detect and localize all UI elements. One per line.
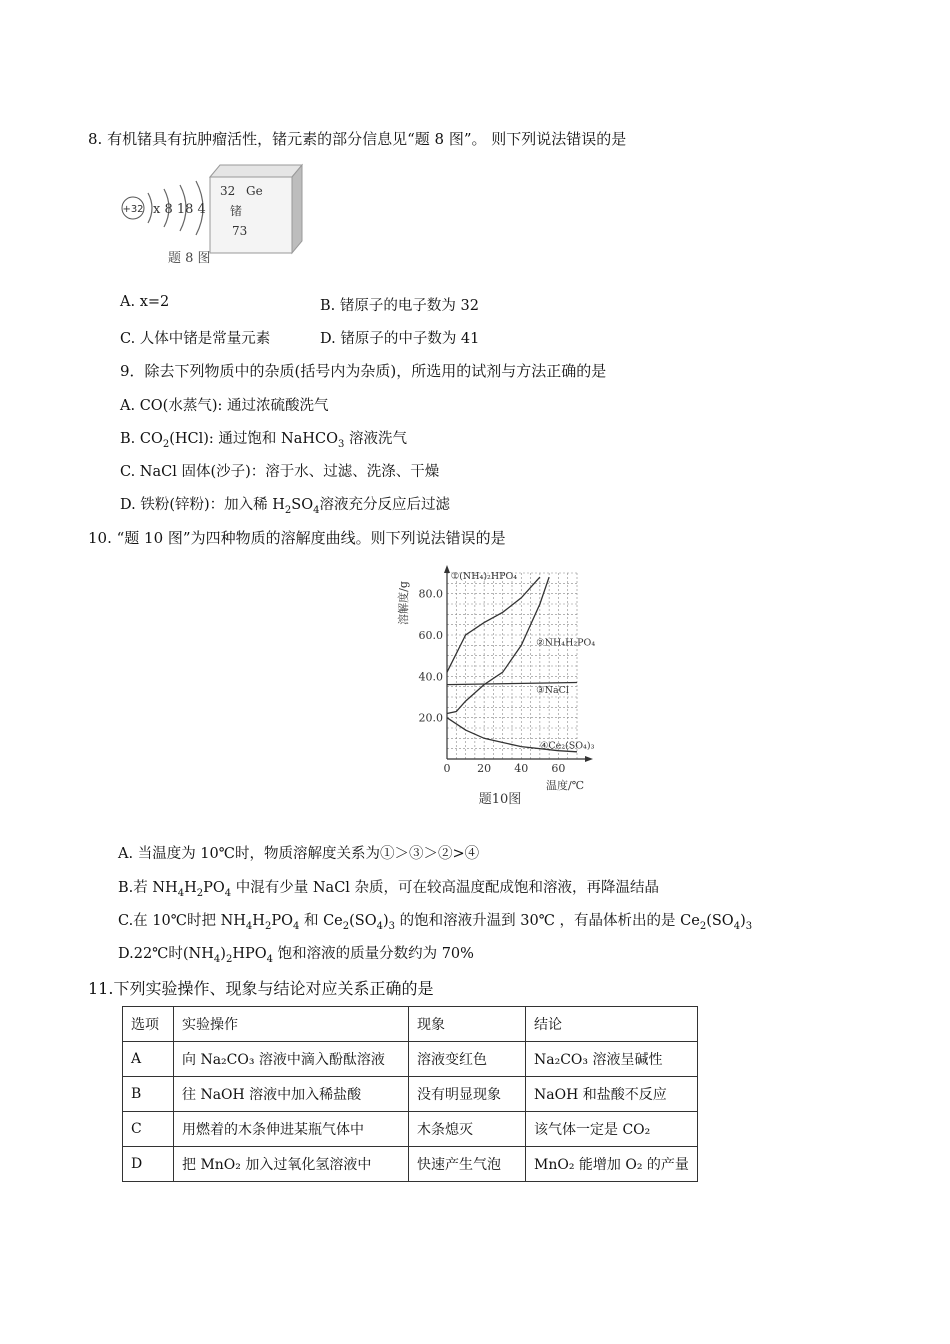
atomic-number: 32 (220, 184, 236, 198)
q8-stem: 8. 有机锗具有抗肿瘤活性，锗元素的部分信息见“题 8 图”。 则下列说法错误的是 (88, 130, 627, 148)
row-key: A (123, 1042, 174, 1077)
q8-figure (118, 163, 308, 273)
solubility-chart-svg (395, 563, 595, 811)
figure8-caption: 题 8 图 (168, 251, 211, 266)
y-tick-label: 40.0 (418, 670, 443, 684)
row-operation: 用燃着的木条伸进某瓶气体中 (174, 1112, 409, 1147)
element-symbol: Ge (246, 184, 263, 198)
x-tick-label: 40 (514, 762, 529, 775)
row-key: B (123, 1077, 174, 1112)
series-label-3: ③NaCl (536, 684, 569, 696)
row-conclusion: 该气体一定是 CO₂ (526, 1112, 698, 1147)
q8-option-c: C. 人体中锗是常量元素 (120, 331, 271, 347)
q9-stem: 9．除去下列物质中的杂质(括号内为杂质)，所选用的试剂与方法正确的是 (120, 362, 607, 380)
row-phenomenon: 木条熄灭 (409, 1112, 526, 1147)
series-label-4: ④Ce₂(SO₄)₃ (539, 740, 595, 752)
row-key: D (123, 1147, 174, 1182)
row-phenomenon: 溶液变红色 (409, 1042, 526, 1077)
row-conclusion: NaOH 和盐酸不反应 (526, 1077, 698, 1112)
q11-table (122, 1006, 698, 1182)
germanium-atom-diagram (118, 163, 308, 273)
row-operation: 往 NaOH 溶液中加入稀盐酸 (174, 1077, 409, 1112)
q9-option-c: C. NaCl 固体(沙子)：溶于水、过滤、洗涤、干燥 (120, 464, 440, 480)
header-operation: 实验操作 (174, 1007, 409, 1042)
row-key: C (123, 1112, 174, 1147)
header-option: 选项 (123, 1007, 174, 1042)
y-tick-label: 80.0 (418, 587, 443, 601)
q8-option-a: A. x=2 (120, 294, 170, 310)
chart-caption: 题10图 (478, 792, 522, 807)
y-tick-label: 60.0 (418, 629, 443, 642)
row-conclusion: MnO₂ 能增加 O₂ 的产量 (526, 1147, 698, 1182)
table-row (123, 1112, 698, 1147)
y-tick-label: 20.0 (418, 711, 443, 725)
q10-option-b: B.若 $NH_4H_2PO_4$ 中混有少量 NaCl 杂质，可在较高温度配成饱和溶液，再降温结晶 (118, 880, 660, 899)
shell-electrons: x 8 18 4 (153, 202, 206, 217)
q8-option-d: D. 锗原子的中子数为 41 (320, 331, 480, 347)
header-phenomenon: 现象 (409, 1007, 526, 1042)
x-tick-label: 0 (443, 762, 451, 775)
series-label-1: ①(NH₄)₂HPO₄ (450, 571, 518, 583)
series-label-2: ②NH₄H₂PO₄ (536, 637, 595, 649)
table-row (123, 1077, 698, 1112)
element-name: 锗 (230, 204, 243, 218)
q9-option-d: D. 铁粉(锌粉)：加入稀 $H_2SO_4$溶液充分反应后过滤 (120, 497, 450, 516)
x-tick-label: 20 (477, 762, 492, 775)
row-conclusion: Na₂CO₃ 溶液呈碱性 (526, 1042, 698, 1077)
row-operation: 把 MnO₂ 加入过氧化氢溶液中 (174, 1147, 409, 1182)
q9-option-a: A. CO(水蒸气): 通过浓硫酸洗气 (120, 398, 329, 414)
row-phenomenon: 没有明显现象 (409, 1077, 526, 1112)
x-tick-label: 60 (551, 762, 566, 775)
q10-solubility-chart (395, 563, 595, 811)
q10-option-c: C.在 10℃时把 $NH_4H_2PO_4$ 和 $Ce_2(SO_4)_3$ 的饱和溶液升温到 30℃ ，有晶体析出的是 $Ce_2(SO_4)_3$ (118, 913, 753, 932)
y-axis-arrow (444, 565, 450, 573)
y-axis-label: 溶解度/g (397, 581, 410, 625)
q8-option-b: B. 锗原子的电子数为 32 (320, 298, 479, 314)
table-row (123, 1042, 698, 1077)
table-row (123, 1147, 698, 1182)
series-line-2 (447, 577, 549, 713)
x-axis-arrow (585, 756, 593, 762)
q10-option-d: D.22℃时$(NH_4)_2HPO_4$ 饱和溶液的质量分数约为 70% (118, 946, 474, 965)
header-conclusion: 结论 (526, 1007, 698, 1042)
table-header-row (123, 1007, 698, 1042)
q11-stem: 11.下列实验操作、现象与结论对应关系正确的是 (88, 979, 434, 998)
q10-option-a: A. 当温度为 10℃时，物质溶解度关系为①＞③＞②>④ (118, 846, 480, 862)
row-phenomenon: 快速产生气泡 (409, 1147, 526, 1182)
q9-option-b: B. $CO_2(HCl)$: 通过饱和 NaHCO$_3$ 溶液洗气 (120, 431, 407, 450)
q10-stem: 10. “题 10 图”为四种物质的溶解度曲线。则下列说法错误的是 (88, 529, 506, 547)
atomic-mass: 73 (232, 224, 248, 238)
x-axis-label: 温度/℃ (545, 779, 585, 792)
row-operation: 向 Na₂CO₃ 溶液中滴入酚酞溶液 (174, 1042, 409, 1077)
nucleus-label: +32 (122, 204, 144, 215)
